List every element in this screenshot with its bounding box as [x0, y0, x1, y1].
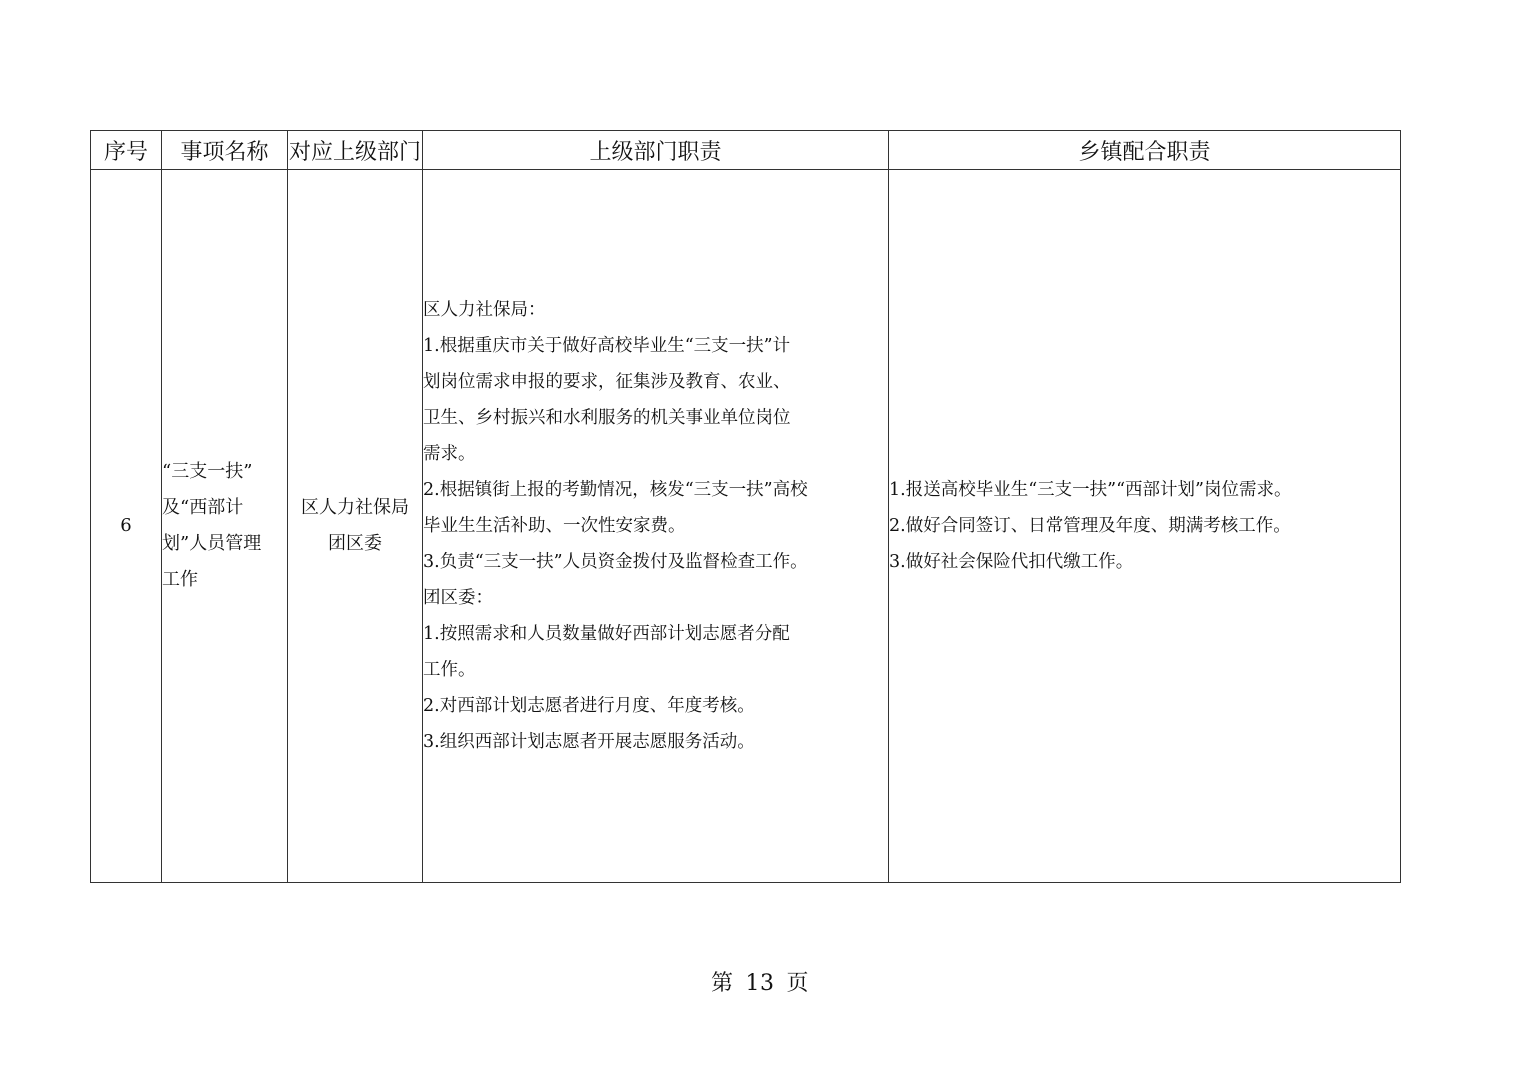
header-superior-duty: 上级部门职责	[423, 131, 889, 170]
seq-cell: 6	[91, 170, 162, 883]
duty-line: 2.对西部计划志愿者进行月度、年度考核。	[423, 696, 755, 716]
table-row	[91, 170, 1401, 883]
duty-line: 1.按照需求和人员数量做好西部计划志愿者分配	[423, 624, 790, 644]
town-duty-cell	[889, 170, 1401, 883]
header-town-duty: 乡镇配合职责	[889, 131, 1401, 170]
table-header-row	[91, 131, 1401, 170]
duty-line: 毕业生生活补助、一次性安家费。	[423, 516, 686, 536]
duty-line: 3.组织西部计划志愿者开展志愿服务活动。	[423, 732, 755, 752]
duty-line: 2.根据镇街上报的考勤情况，核发“三支一扶”高校	[423, 480, 808, 500]
dept-cell	[288, 170, 423, 883]
duty-table	[90, 130, 1401, 883]
town-duty-line: 3.做好社会保险代扣代缴工作。	[889, 552, 1134, 572]
header-seq: 序号	[91, 131, 162, 170]
duty-line: 划岗位需求申报的要求，征集涉及教育、农业、	[423, 372, 791, 392]
duty-line: 3.负责“三支一扶”人员资金拨付及监督检查工作。	[423, 552, 808, 572]
footer-suffix: 页	[786, 971, 810, 996]
header-item: 事项名称	[162, 131, 288, 170]
dept-line: 区人力社保局	[301, 497, 409, 518]
item-line: 及“西部计	[162, 497, 244, 518]
town-duty-line: 1.报送高校毕业生“三支一扶”“西部计划”岗位需求。	[889, 480, 1292, 500]
item-line: 工作	[162, 569, 198, 590]
duty-line: 工作。	[423, 660, 476, 680]
page-footer	[0, 966, 1520, 997]
town-duty-line: 2.做好合同签订、日常管理及年度、期满考核工作。	[889, 516, 1291, 536]
duty-line: 1.根据重庆市关于做好高校毕业生“三支一扶”计	[423, 336, 791, 356]
duty-line: 卫生、乡村振兴和水利服务的机关事业单位岗位	[423, 408, 791, 428]
dept-line: 团区委	[328, 533, 382, 554]
page-number: 13	[745, 971, 775, 996]
item-line: 划”人员管理	[162, 533, 262, 554]
superior-duty-cell	[423, 170, 889, 883]
item-cell	[162, 170, 288, 883]
header-dept: 对应上级部门	[288, 131, 423, 170]
item-line: “三支一扶”	[162, 461, 253, 482]
duty-line: 区人力社保局：	[423, 300, 546, 320]
duty-line: 团区委：	[423, 588, 493, 608]
duty-line: 需求。	[423, 444, 476, 464]
footer-prefix: 第	[710, 971, 734, 996]
